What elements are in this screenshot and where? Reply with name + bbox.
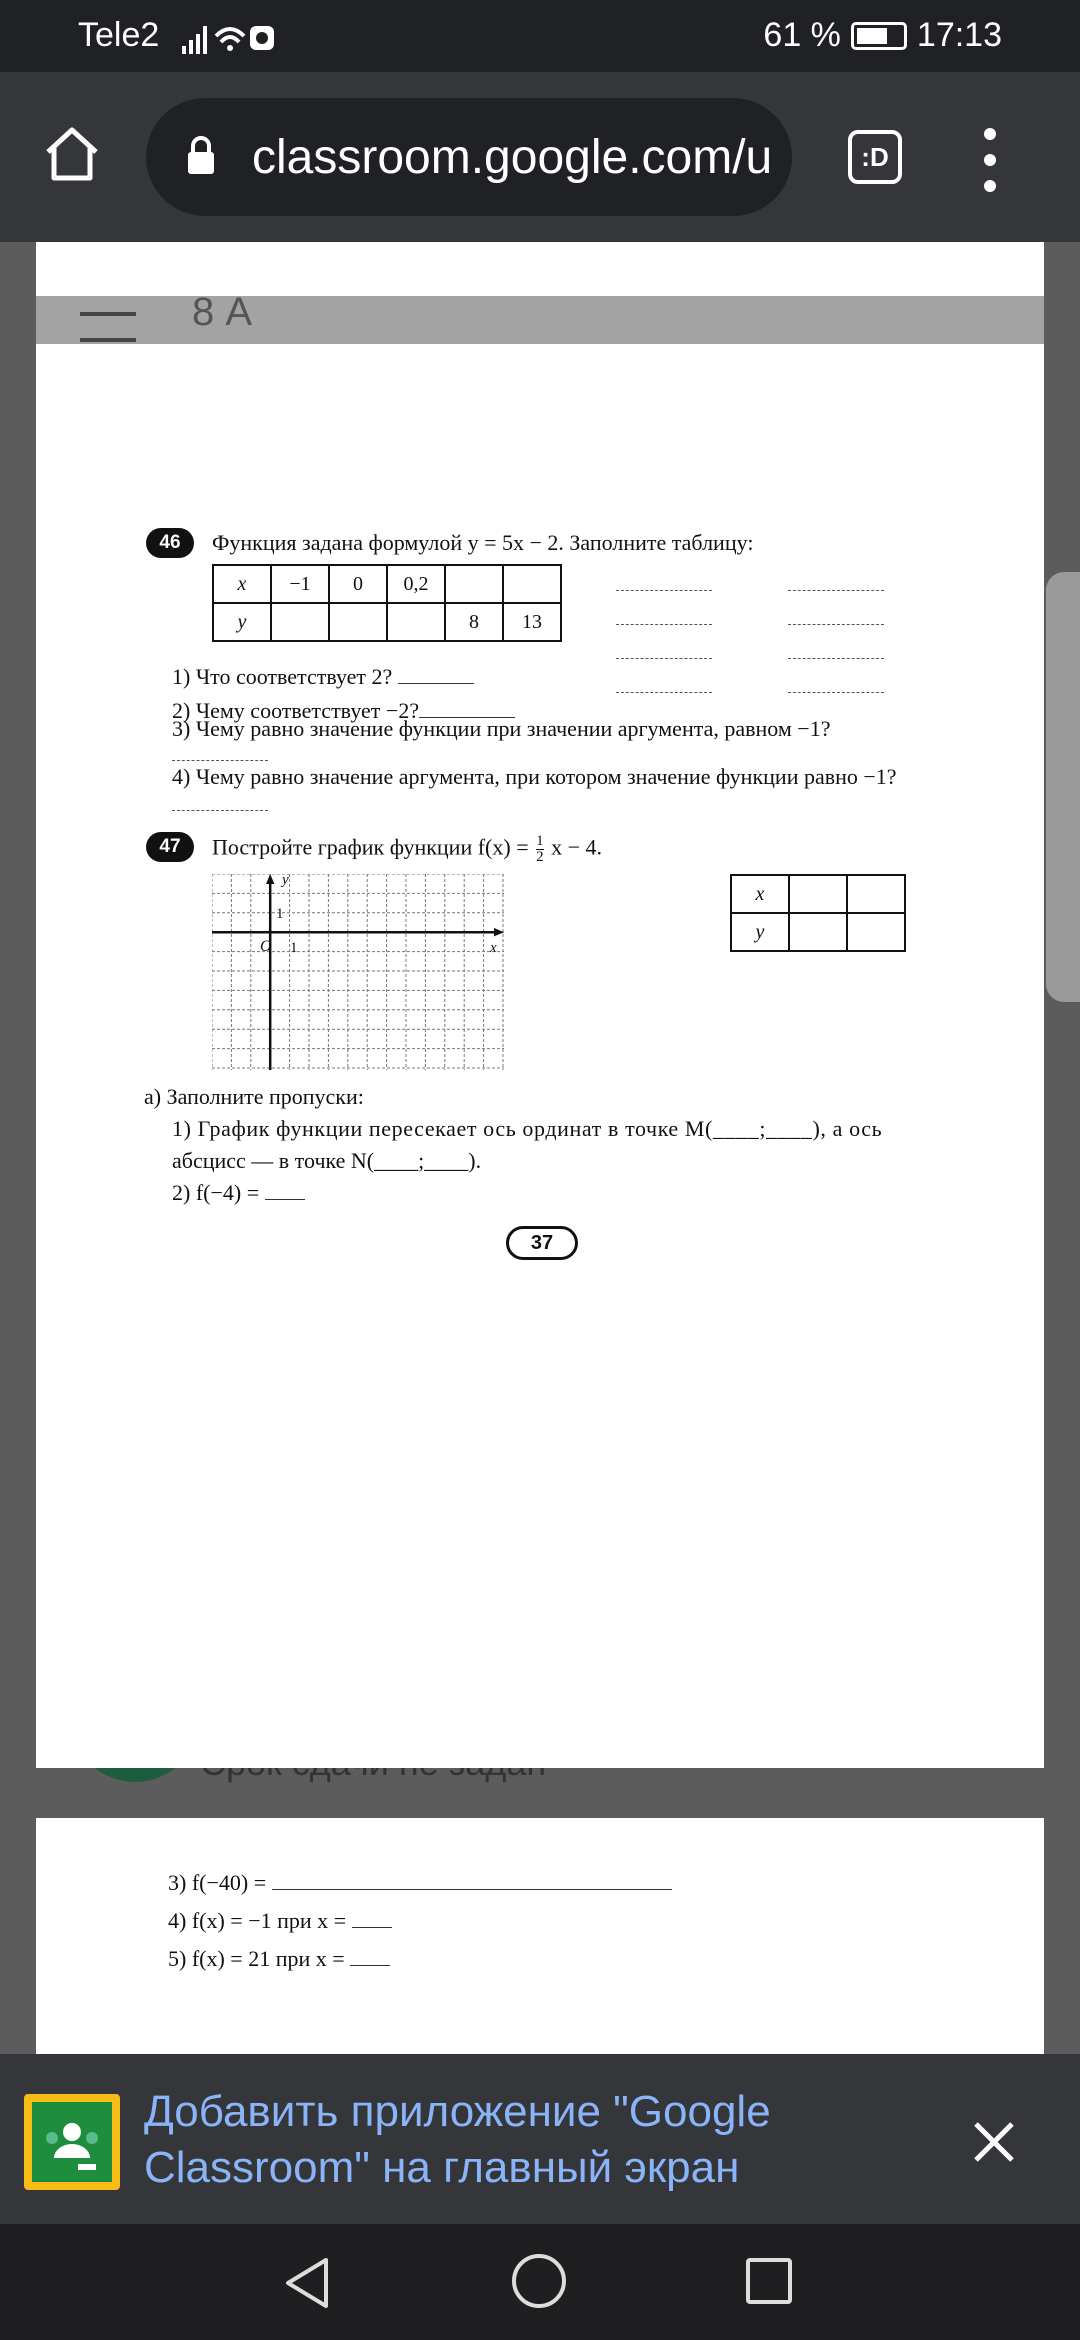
carrier-name: Tele2 [78,16,160,54]
task46-statement: Функция задана формулой y = 5x − 2. Заполните таблицу: [212,530,754,555]
task47-q2: 2) f(−4) = [172,1180,260,1205]
url-text[interactable]: classroom.google.com/u [252,131,772,184]
table-cell [503,565,561,603]
x-axis-label: x [490,940,497,956]
table-cell [847,875,905,913]
system-navigation-bar [0,2224,1080,2340]
table-cell: −1 [271,565,329,603]
table-cell: 0 [329,565,387,603]
scrollbar[interactable] [1046,572,1080,1002]
battery-percent: 61 % [763,16,841,54]
origin-label: O [260,938,272,955]
background-header [36,290,1044,344]
page-number: 37 [506,1226,578,1260]
table-cell: y [213,603,271,641]
table-cell [445,565,503,603]
table-cell [847,913,905,951]
task47-q1-line1: 1) График функции пересекает ось ординат в точке M(____;____), а ось [172,1116,883,1141]
task46-q2: 2) Чему соответствует −2? [172,698,420,723]
task47-statement: Постройте график функции f(x) = $\frac{1}{2}$ x − 4. [212,833,603,865]
menu-dots-icon[interactable] [982,128,998,192]
unit-y-label: 1 [276,906,284,922]
google-classroom-icon [24,2094,120,2190]
table-cell [789,875,847,913]
clock: 17:13 [916,16,1002,54]
hamburger-icon [80,312,136,342]
home-circle-icon[interactable] [512,2254,566,2308]
table-cell: y [731,913,789,951]
task47-table [730,874,906,952]
signal-wifi-icons [180,20,276,56]
task-number-46: 46 [146,528,194,558]
task47-part-a: а) Заполните пропуски: [144,1084,364,1109]
install-banner-text[interactable]: Добавить приложение "Google Classroom" на главный экран [144,2087,771,2192]
address-bar[interactable] [146,98,792,216]
worksheet-page [36,344,1044,1768]
recent-apps-icon[interactable] [746,2258,792,2304]
tab-switcher-button[interactable]: :D [848,130,902,184]
page-viewport[interactable] [0,242,1080,2054]
table-cell: 13 [503,603,561,641]
task-number-47: 47 [146,832,194,862]
back-icon[interactable] [282,2256,332,2310]
task46-table [212,564,562,642]
battery-icon [851,22,907,50]
lock-icon [186,136,216,176]
table-cell: 8 [445,603,503,641]
status-bar [0,0,1080,72]
table-cell: x [213,565,271,603]
task46-q4: 4) Чему равно значение аргумента, при котором значение функции равно −1? [172,764,897,789]
table-cell [271,603,329,641]
close-icon[interactable] [970,2118,1018,2166]
task46-q1: 1) Что соответствует 2? [172,664,393,689]
next-q4: 4) f(x) = −1 при x = [168,1908,347,1933]
fraction: $\frac{1}{2}$ [536,833,544,865]
worksheet-page-next [36,1818,1044,2054]
table-cell [329,603,387,641]
class-name: 8 А [192,290,253,334]
browser-toolbar [0,72,1080,242]
next-q3: 3) f(−40) = [168,1870,267,1895]
y-axis-label: y [282,872,289,888]
coordinate-grid [212,874,504,1070]
task47-q1-line2: абсцисс — в точке N(____;____). [172,1148,482,1173]
table-cell [387,603,445,641]
task46-q3: 3) Чему равно значение функции при значении аргумента, равном −1? [172,716,831,741]
table-cell: 0,2 [387,565,445,603]
table-cell [789,913,847,951]
unit-x-label: 1 [290,940,298,956]
next-q5: 5) f(x) = 21 при x = [168,1946,345,1971]
home-icon[interactable] [40,122,104,186]
table-cell: x [731,875,789,913]
install-app-banner[interactable] [0,2054,1080,2224]
